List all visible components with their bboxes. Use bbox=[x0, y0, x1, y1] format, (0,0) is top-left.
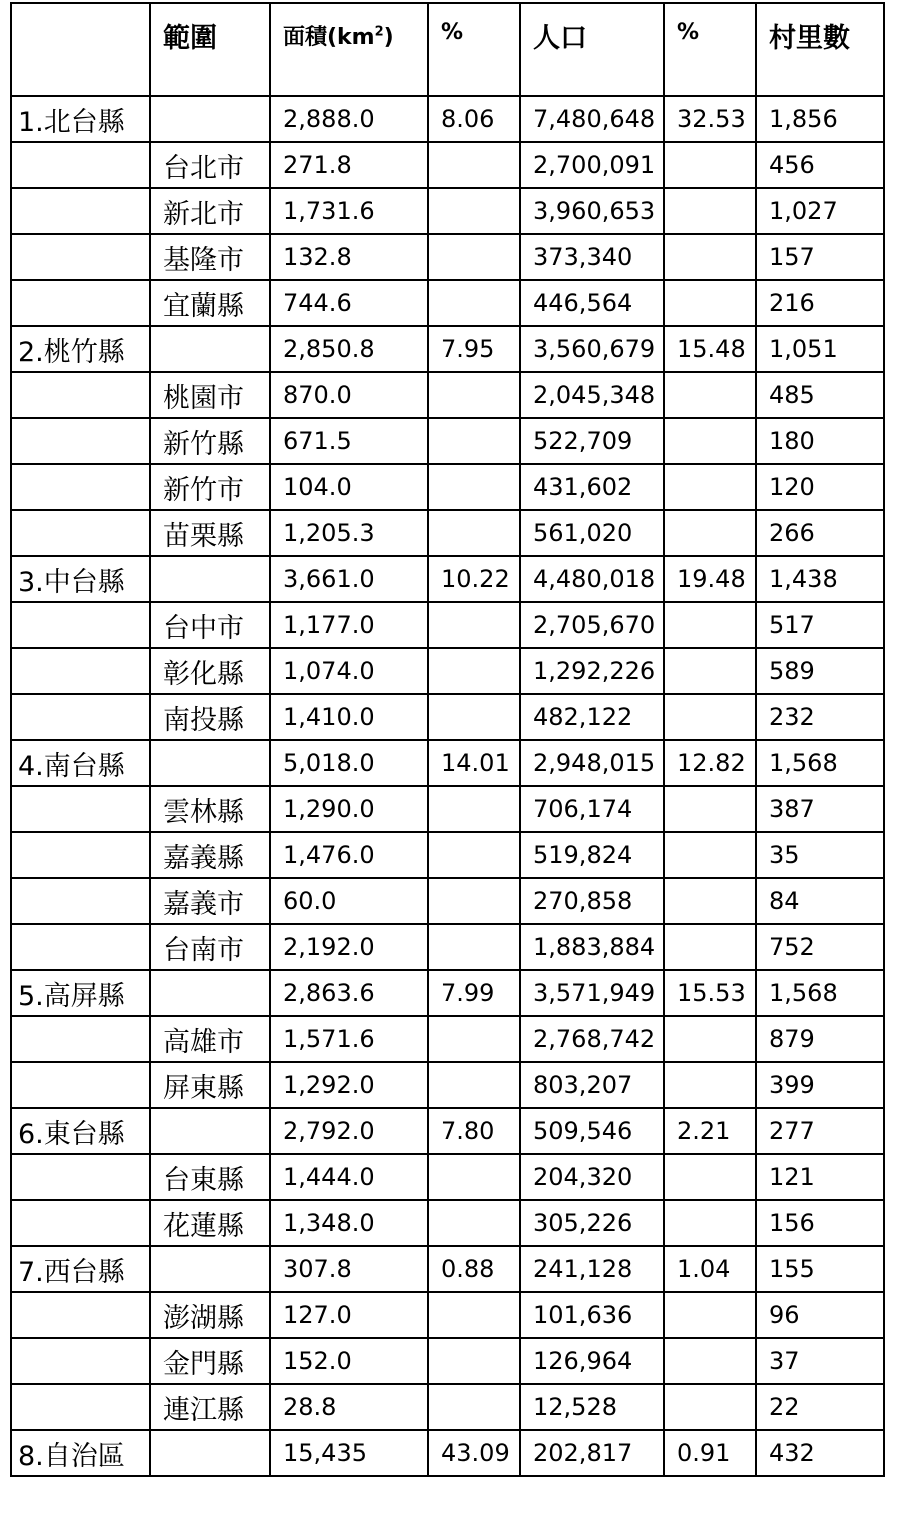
cell-area-percent bbox=[428, 510, 520, 556]
cell-population: 706,174 bbox=[520, 786, 664, 832]
cell-population: 4,480,018 bbox=[520, 556, 664, 602]
cell-population-percent: 32.53 bbox=[664, 96, 756, 142]
table-row bbox=[11, 464, 884, 510]
table-row bbox=[11, 142, 884, 188]
header-area-sup: 2 bbox=[374, 24, 384, 40]
cell-area: 152.0 bbox=[270, 1338, 428, 1384]
cell-area-percent bbox=[428, 280, 520, 326]
cell-villages: 277 bbox=[756, 1108, 884, 1154]
cell-area: 1,205.3 bbox=[270, 510, 428, 556]
table-header-row bbox=[11, 3, 884, 96]
cell-region bbox=[11, 1384, 150, 1430]
cell-area: 1,476.0 bbox=[270, 832, 428, 878]
cell-area-percent bbox=[428, 786, 520, 832]
cell-scope bbox=[150, 970, 270, 1016]
cell-region bbox=[11, 602, 150, 648]
cell-region: 4.南台縣 bbox=[11, 740, 150, 786]
cell-villages: 589 bbox=[756, 648, 884, 694]
cell-area-percent: 7.95 bbox=[428, 326, 520, 372]
cell-region bbox=[11, 648, 150, 694]
table-row bbox=[11, 878, 884, 924]
cell-area-percent: 0.88 bbox=[428, 1246, 520, 1292]
cell-population-percent bbox=[664, 510, 756, 556]
cell-population-percent bbox=[664, 1154, 756, 1200]
cell-scope: 花蓮縣 bbox=[150, 1200, 270, 1246]
cell-villages: 387 bbox=[756, 786, 884, 832]
cell-area: 2,863.6 bbox=[270, 970, 428, 1016]
cell-villages: 1,568 bbox=[756, 740, 884, 786]
cell-scope: 南投縣 bbox=[150, 694, 270, 740]
header-region bbox=[11, 3, 150, 96]
cell-region bbox=[11, 464, 150, 510]
cell-villages: 156 bbox=[756, 1200, 884, 1246]
cell-population-percent bbox=[664, 464, 756, 510]
cell-region: 8.自治區 bbox=[11, 1430, 150, 1476]
cell-population: 446,564 bbox=[520, 280, 664, 326]
table-row bbox=[11, 786, 884, 832]
cell-population-percent bbox=[664, 602, 756, 648]
table-row bbox=[11, 648, 884, 694]
cell-villages: 157 bbox=[756, 234, 884, 280]
table-row bbox=[11, 694, 884, 740]
cell-area-percent bbox=[428, 1384, 520, 1430]
cell-area: 1,571.6 bbox=[270, 1016, 428, 1062]
header-villages: 村里數 bbox=[756, 3, 884, 96]
cell-region: 7.西台縣 bbox=[11, 1246, 150, 1292]
cell-region bbox=[11, 878, 150, 924]
cell-population-percent bbox=[664, 188, 756, 234]
cell-villages: 266 bbox=[756, 510, 884, 556]
cell-population: 241,128 bbox=[520, 1246, 664, 1292]
cell-region bbox=[11, 786, 150, 832]
cell-scope bbox=[150, 1108, 270, 1154]
table-row bbox=[11, 96, 884, 142]
cell-area-percent bbox=[428, 418, 520, 464]
cell-area-percent bbox=[428, 188, 520, 234]
cell-area-percent: 43.09 bbox=[428, 1430, 520, 1476]
cell-scope: 彰化縣 bbox=[150, 648, 270, 694]
cell-area-percent: 7.99 bbox=[428, 970, 520, 1016]
cell-area-percent bbox=[428, 832, 520, 878]
cell-region bbox=[11, 510, 150, 556]
cell-area-percent bbox=[428, 1338, 520, 1384]
cell-area: 104.0 bbox=[270, 464, 428, 510]
table-row bbox=[11, 1200, 884, 1246]
header-area-main: 面積(km bbox=[283, 25, 375, 50]
cell-area: 1,177.0 bbox=[270, 602, 428, 648]
cell-area: 1,731.6 bbox=[270, 188, 428, 234]
cell-population-percent: 15.48 bbox=[664, 326, 756, 372]
cell-area-percent bbox=[428, 1016, 520, 1062]
cell-region bbox=[11, 188, 150, 234]
cell-area-percent bbox=[428, 648, 520, 694]
table-row bbox=[11, 1154, 884, 1200]
cell-area: 3,661.0 bbox=[270, 556, 428, 602]
cell-region: 5.高屏縣 bbox=[11, 970, 150, 1016]
table-row bbox=[11, 1384, 884, 1430]
cell-scope: 澎湖縣 bbox=[150, 1292, 270, 1338]
cell-scope: 高雄市 bbox=[150, 1016, 270, 1062]
cell-area: 870.0 bbox=[270, 372, 428, 418]
header-area-percent: % bbox=[428, 3, 520, 96]
cell-area-percent bbox=[428, 602, 520, 648]
cell-scope: 基隆市 bbox=[150, 234, 270, 280]
cell-scope: 嘉義市 bbox=[150, 878, 270, 924]
table-body bbox=[11, 96, 884, 1476]
table-row bbox=[11, 556, 884, 602]
cell-population: 482,122 bbox=[520, 694, 664, 740]
cell-villages: 1,438 bbox=[756, 556, 884, 602]
cell-region bbox=[11, 1062, 150, 1108]
cell-villages: 879 bbox=[756, 1016, 884, 1062]
table-row bbox=[11, 234, 884, 280]
cell-region bbox=[11, 832, 150, 878]
cell-area: 271.8 bbox=[270, 142, 428, 188]
cell-area-percent bbox=[428, 1154, 520, 1200]
cell-population: 522,709 bbox=[520, 418, 664, 464]
cell-scope: 嘉義縣 bbox=[150, 832, 270, 878]
table-row bbox=[11, 1246, 884, 1292]
cell-area: 1,074.0 bbox=[270, 648, 428, 694]
cell-population: 2,045,348 bbox=[520, 372, 664, 418]
cell-population: 3,571,949 bbox=[520, 970, 664, 1016]
cell-population-percent bbox=[664, 694, 756, 740]
cell-population: 7,480,648 bbox=[520, 96, 664, 142]
table-row bbox=[11, 326, 884, 372]
cell-population: 126,964 bbox=[520, 1338, 664, 1384]
cell-region: 1.北台縣 bbox=[11, 96, 150, 142]
cell-villages: 456 bbox=[756, 142, 884, 188]
cell-region bbox=[11, 280, 150, 326]
cell-population-percent: 0.91 bbox=[664, 1430, 756, 1476]
cell-area-percent: 8.06 bbox=[428, 96, 520, 142]
cell-area-percent bbox=[428, 142, 520, 188]
cell-villages: 121 bbox=[756, 1154, 884, 1200]
cell-area-percent bbox=[428, 878, 520, 924]
cell-villages: 155 bbox=[756, 1246, 884, 1292]
cell-scope: 台中市 bbox=[150, 602, 270, 648]
cell-population: 270,858 bbox=[520, 878, 664, 924]
cell-region bbox=[11, 1154, 150, 1200]
table-row bbox=[11, 1292, 884, 1338]
cell-area: 1,348.0 bbox=[270, 1200, 428, 1246]
cell-population-percent bbox=[664, 924, 756, 970]
cell-villages: 84 bbox=[756, 878, 884, 924]
cell-population: 204,320 bbox=[520, 1154, 664, 1200]
cell-area-percent bbox=[428, 234, 520, 280]
cell-scope bbox=[150, 1430, 270, 1476]
cell-scope: 屏東縣 bbox=[150, 1062, 270, 1108]
cell-population-percent bbox=[664, 142, 756, 188]
cell-area: 15,435 bbox=[270, 1430, 428, 1476]
cell-scope: 新北市 bbox=[150, 188, 270, 234]
cell-population: 1,883,884 bbox=[520, 924, 664, 970]
cell-population: 561,020 bbox=[520, 510, 664, 556]
cell-region bbox=[11, 694, 150, 740]
cell-population-percent bbox=[664, 1062, 756, 1108]
cell-area: 60.0 bbox=[270, 878, 428, 924]
table-row bbox=[11, 372, 884, 418]
cell-area: 28.8 bbox=[270, 1384, 428, 1430]
cell-scope: 台東縣 bbox=[150, 1154, 270, 1200]
header-scope: 範圍 bbox=[150, 3, 270, 96]
table-row bbox=[11, 924, 884, 970]
cell-scope: 台南市 bbox=[150, 924, 270, 970]
cell-villages: 752 bbox=[756, 924, 884, 970]
cell-population: 519,824 bbox=[520, 832, 664, 878]
cell-area-percent bbox=[428, 372, 520, 418]
header-area-tail: ) bbox=[383, 25, 394, 50]
cell-population: 202,817 bbox=[520, 1430, 664, 1476]
table-row bbox=[11, 1430, 884, 1476]
cell-villages: 432 bbox=[756, 1430, 884, 1476]
cell-region bbox=[11, 1200, 150, 1246]
cell-area-percent: 14.01 bbox=[428, 740, 520, 786]
cell-population-percent bbox=[664, 1338, 756, 1384]
cell-villages: 37 bbox=[756, 1338, 884, 1384]
cell-population-percent: 1.04 bbox=[664, 1246, 756, 1292]
cell-population-percent bbox=[664, 878, 756, 924]
cell-population-percent bbox=[664, 1200, 756, 1246]
cell-population: 373,340 bbox=[520, 234, 664, 280]
cell-villages: 1,027 bbox=[756, 188, 884, 234]
cell-villages: 1,568 bbox=[756, 970, 884, 1016]
data-table-container bbox=[10, 2, 885, 1477]
cell-scope bbox=[150, 740, 270, 786]
cell-population-percent: 12.82 bbox=[664, 740, 756, 786]
cell-scope: 苗栗縣 bbox=[150, 510, 270, 556]
cell-region: 2.桃竹縣 bbox=[11, 326, 150, 372]
cell-villages: 232 bbox=[756, 694, 884, 740]
header-population-percent: % bbox=[664, 3, 756, 96]
cell-population-percent: 19.48 bbox=[664, 556, 756, 602]
cell-villages: 216 bbox=[756, 280, 884, 326]
cell-scope bbox=[150, 96, 270, 142]
cell-villages: 180 bbox=[756, 418, 884, 464]
cell-region bbox=[11, 1338, 150, 1384]
cell-region: 3.中台縣 bbox=[11, 556, 150, 602]
cell-population-percent bbox=[664, 648, 756, 694]
cell-area-percent bbox=[428, 924, 520, 970]
cell-scope: 台北市 bbox=[150, 142, 270, 188]
table-row bbox=[11, 970, 884, 1016]
table-row bbox=[11, 1016, 884, 1062]
table-row bbox=[11, 280, 884, 326]
cell-area: 744.6 bbox=[270, 280, 428, 326]
table-row bbox=[11, 510, 884, 556]
cell-villages: 22 bbox=[756, 1384, 884, 1430]
cell-area: 671.5 bbox=[270, 418, 428, 464]
cell-scope: 連江縣 bbox=[150, 1384, 270, 1430]
cell-region bbox=[11, 372, 150, 418]
cell-area: 2,792.0 bbox=[270, 1108, 428, 1154]
cell-villages: 485 bbox=[756, 372, 884, 418]
cell-area: 307.8 bbox=[270, 1246, 428, 1292]
cell-scope bbox=[150, 326, 270, 372]
cell-region bbox=[11, 1016, 150, 1062]
cell-population-percent bbox=[664, 280, 756, 326]
cell-area: 2,850.8 bbox=[270, 326, 428, 372]
table-row bbox=[11, 602, 884, 648]
cell-area-percent bbox=[428, 694, 520, 740]
cell-population: 1,292,226 bbox=[520, 648, 664, 694]
header-population: 人口 bbox=[520, 3, 664, 96]
cell-villages: 120 bbox=[756, 464, 884, 510]
cell-area-percent bbox=[428, 1292, 520, 1338]
cell-population-percent bbox=[664, 786, 756, 832]
table-row bbox=[11, 188, 884, 234]
cell-region bbox=[11, 418, 150, 464]
cell-population: 3,960,653 bbox=[520, 188, 664, 234]
cell-villages: 96 bbox=[756, 1292, 884, 1338]
cell-population: 803,207 bbox=[520, 1062, 664, 1108]
cell-area-percent bbox=[428, 1200, 520, 1246]
cell-villages: 399 bbox=[756, 1062, 884, 1108]
table-row bbox=[11, 1338, 884, 1384]
cell-region: 6.東台縣 bbox=[11, 1108, 150, 1154]
cell-scope: 宜蘭縣 bbox=[150, 280, 270, 326]
cell-population-percent: 15.53 bbox=[664, 970, 756, 1016]
cell-area: 127.0 bbox=[270, 1292, 428, 1338]
cell-population-percent bbox=[664, 1292, 756, 1338]
cell-population: 2,705,670 bbox=[520, 602, 664, 648]
cell-scope: 新竹縣 bbox=[150, 418, 270, 464]
cell-scope bbox=[150, 556, 270, 602]
cell-scope bbox=[150, 1246, 270, 1292]
cell-villages: 1,051 bbox=[756, 326, 884, 372]
table-row bbox=[11, 740, 884, 786]
cell-population: 3,560,679 bbox=[520, 326, 664, 372]
cell-population: 431,602 bbox=[520, 464, 664, 510]
cell-population-percent: 2.21 bbox=[664, 1108, 756, 1154]
cell-villages: 1,856 bbox=[756, 96, 884, 142]
cell-population-percent bbox=[664, 1384, 756, 1430]
cell-area-percent: 10.22 bbox=[428, 556, 520, 602]
table-row bbox=[11, 1108, 884, 1154]
cell-area-percent bbox=[428, 464, 520, 510]
region-statistics-table bbox=[10, 2, 885, 1477]
header-area bbox=[270, 3, 428, 96]
cell-population-percent bbox=[664, 234, 756, 280]
cell-population-percent bbox=[664, 372, 756, 418]
cell-region bbox=[11, 1292, 150, 1338]
cell-villages: 517 bbox=[756, 602, 884, 648]
cell-scope: 新竹市 bbox=[150, 464, 270, 510]
cell-villages: 35 bbox=[756, 832, 884, 878]
cell-area: 1,290.0 bbox=[270, 786, 428, 832]
cell-area: 5,018.0 bbox=[270, 740, 428, 786]
cell-population: 509,546 bbox=[520, 1108, 664, 1154]
cell-population-percent bbox=[664, 418, 756, 464]
table-row bbox=[11, 418, 884, 464]
cell-area: 2,888.0 bbox=[270, 96, 428, 142]
cell-area: 2,192.0 bbox=[270, 924, 428, 970]
cell-region bbox=[11, 924, 150, 970]
cell-area-percent bbox=[428, 1062, 520, 1108]
cell-scope: 桃園市 bbox=[150, 372, 270, 418]
cell-population: 2,948,015 bbox=[520, 740, 664, 786]
cell-scope: 金門縣 bbox=[150, 1338, 270, 1384]
cell-population: 12,528 bbox=[520, 1384, 664, 1430]
cell-population: 2,700,091 bbox=[520, 142, 664, 188]
table-row bbox=[11, 832, 884, 878]
cell-area: 1,292.0 bbox=[270, 1062, 428, 1108]
cell-population: 2,768,742 bbox=[520, 1016, 664, 1062]
cell-population-percent bbox=[664, 1016, 756, 1062]
cell-scope: 雲林縣 bbox=[150, 786, 270, 832]
cell-region bbox=[11, 234, 150, 280]
cell-population: 101,636 bbox=[520, 1292, 664, 1338]
cell-area: 1,444.0 bbox=[270, 1154, 428, 1200]
cell-area-percent: 7.80 bbox=[428, 1108, 520, 1154]
table-row bbox=[11, 1062, 884, 1108]
cell-area: 132.8 bbox=[270, 234, 428, 280]
cell-population: 305,226 bbox=[520, 1200, 664, 1246]
cell-area: 1,410.0 bbox=[270, 694, 428, 740]
cell-region bbox=[11, 142, 150, 188]
cell-population-percent bbox=[664, 832, 756, 878]
